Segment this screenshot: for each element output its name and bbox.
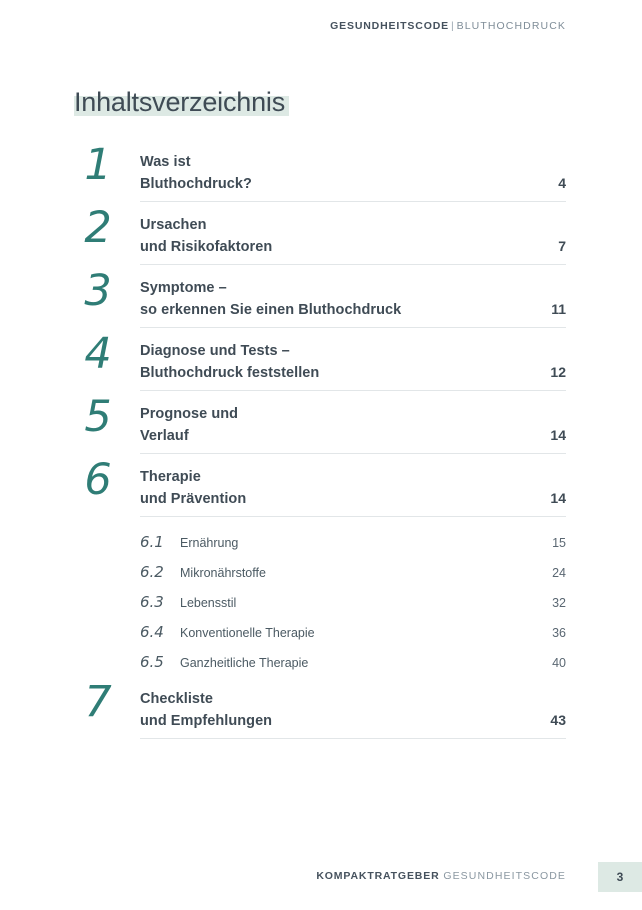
toc-entry-body xyxy=(140,278,566,328)
page-number-badge: 3 xyxy=(598,862,642,892)
toc-entry[interactable] xyxy=(74,329,566,391)
toc-entry-title-line1: Checkliste xyxy=(140,691,214,707)
toc-entry-line-2 xyxy=(140,489,566,511)
toc-entry-line-2 xyxy=(140,174,566,196)
toc-subentry-label: Ganzheitliche Therapie xyxy=(180,656,309,670)
toc-entry-line-1 xyxy=(140,152,566,174)
toc-entry-page: 4 xyxy=(558,174,566,191)
footer-series-label: KOMPAKTRATGEBER xyxy=(316,870,440,882)
toc-entry-title-line1: Was ist xyxy=(140,154,191,170)
page-title-wrap xyxy=(74,82,285,122)
toc-subentry-label: Lebensstil xyxy=(180,596,237,610)
toc-entry-body xyxy=(140,404,566,454)
toc-entry-line-2 xyxy=(140,237,566,259)
toc-subentry[interactable] xyxy=(140,563,566,581)
page-footer xyxy=(0,862,642,894)
toc-entry-title-line2: und Prävention xyxy=(140,490,247,507)
toc-entry-title-line1: Symptome – xyxy=(140,280,227,296)
toc-subentry-label: Konventionelle Therapie xyxy=(180,626,315,640)
toc-entry-body xyxy=(140,152,566,202)
toc-subentry-label: Mikronährstoffe xyxy=(180,566,266,580)
toc-entry-title-line2: Verlauf xyxy=(140,427,189,444)
toc-entry-page: 14 xyxy=(550,426,566,443)
toc-entry-title-line2: so erkennen Sie einen Bluthochdruck xyxy=(140,301,402,318)
toc-entry-title-line2: Bluthochdruck feststellen xyxy=(140,364,320,381)
toc-subentry-page: 24 xyxy=(552,566,566,580)
toc-subentry-page: 36 xyxy=(552,626,566,640)
toc-subentry-number: 6.2 xyxy=(140,563,164,581)
toc-entry-title-line1: Therapie xyxy=(140,469,201,485)
toc-entry-line-2 xyxy=(140,300,566,322)
toc-entry-number: 3 xyxy=(84,266,112,316)
toc-entry[interactable] xyxy=(74,392,566,454)
toc-entry-line-1 xyxy=(140,341,566,363)
toc-entry-body xyxy=(140,215,566,265)
toc-subentry[interactable] xyxy=(140,653,566,671)
toc-entry[interactable] xyxy=(74,140,566,202)
footer-brand-label: GESUNDHEITSCODE xyxy=(443,870,566,882)
toc-entry-page: 11 xyxy=(551,300,566,317)
toc-subentry-label: Ernährung xyxy=(180,536,239,550)
toc-entry-body xyxy=(140,689,566,739)
running-head xyxy=(330,20,566,32)
toc-subentry-number: 6.5 xyxy=(140,653,164,671)
toc-entry-line-1 xyxy=(140,467,566,489)
toc-entry-page: 7 xyxy=(558,237,566,254)
toc-entry-title-line1: Diagnose und Tests – xyxy=(140,343,290,359)
toc-entry-page: 12 xyxy=(550,363,566,380)
table-of-contents xyxy=(74,140,566,752)
running-head-separator: | xyxy=(451,20,455,32)
toc-entry[interactable] xyxy=(74,203,566,265)
toc-subentry[interactable] xyxy=(140,533,566,551)
toc-entry-page: 43 xyxy=(550,711,566,728)
toc-subentry-page: 40 xyxy=(552,656,566,670)
toc-entry-line-1 xyxy=(140,215,566,237)
toc-entry-number: 6 xyxy=(84,455,112,505)
toc-entry-title-line2: Bluthochdruck? xyxy=(140,175,252,192)
toc-entry-title-line2: und Risikofaktoren xyxy=(140,238,273,255)
toc-entry[interactable] xyxy=(74,677,566,739)
toc-entry-body xyxy=(140,341,566,391)
toc-subentry-page: 32 xyxy=(552,596,566,610)
toc-entry[interactable] xyxy=(74,455,566,517)
toc-entry-page: 14 xyxy=(550,489,566,506)
toc-entry-line-1 xyxy=(140,689,566,711)
toc-subentry-number: 6.3 xyxy=(140,593,164,611)
page-title: Inhaltsverzeichnis xyxy=(74,87,286,117)
toc-subentry-number: 6.4 xyxy=(140,623,164,641)
toc-entry-number: 5 xyxy=(84,392,112,442)
toc-entry-number: 7 xyxy=(84,677,112,727)
footer-text xyxy=(316,870,566,882)
toc-subentry[interactable] xyxy=(140,593,566,611)
running-head-topic: BLUTHOCHDRUCK xyxy=(456,20,566,32)
toc-subentry[interactable] xyxy=(140,623,566,641)
toc-entry-number: 2 xyxy=(84,203,112,253)
toc-entry-title-line2: und Empfehlungen xyxy=(140,712,273,729)
toc-subentry-page: 15 xyxy=(552,536,566,550)
running-head-brand: GESUNDHEITSCODE xyxy=(330,20,450,32)
toc-entry-line-1 xyxy=(140,278,566,300)
toc-entry-line-2 xyxy=(140,363,566,385)
toc-entry-line-2 xyxy=(140,426,566,448)
toc-entry[interactable] xyxy=(74,266,566,328)
toc-entry-number: 1 xyxy=(84,140,112,190)
toc-entry-title-line1: Prognose und xyxy=(140,406,239,422)
toc-entry-title-line1: Ursachen xyxy=(140,217,207,233)
toc-entry-line-2 xyxy=(140,711,566,733)
toc-entry-body xyxy=(140,467,566,517)
toc-entry-number: 4 xyxy=(84,329,112,379)
toc-subentry-number: 6.1 xyxy=(140,533,164,551)
toc-subentries xyxy=(74,533,566,671)
toc-entry-line-1 xyxy=(140,404,566,426)
